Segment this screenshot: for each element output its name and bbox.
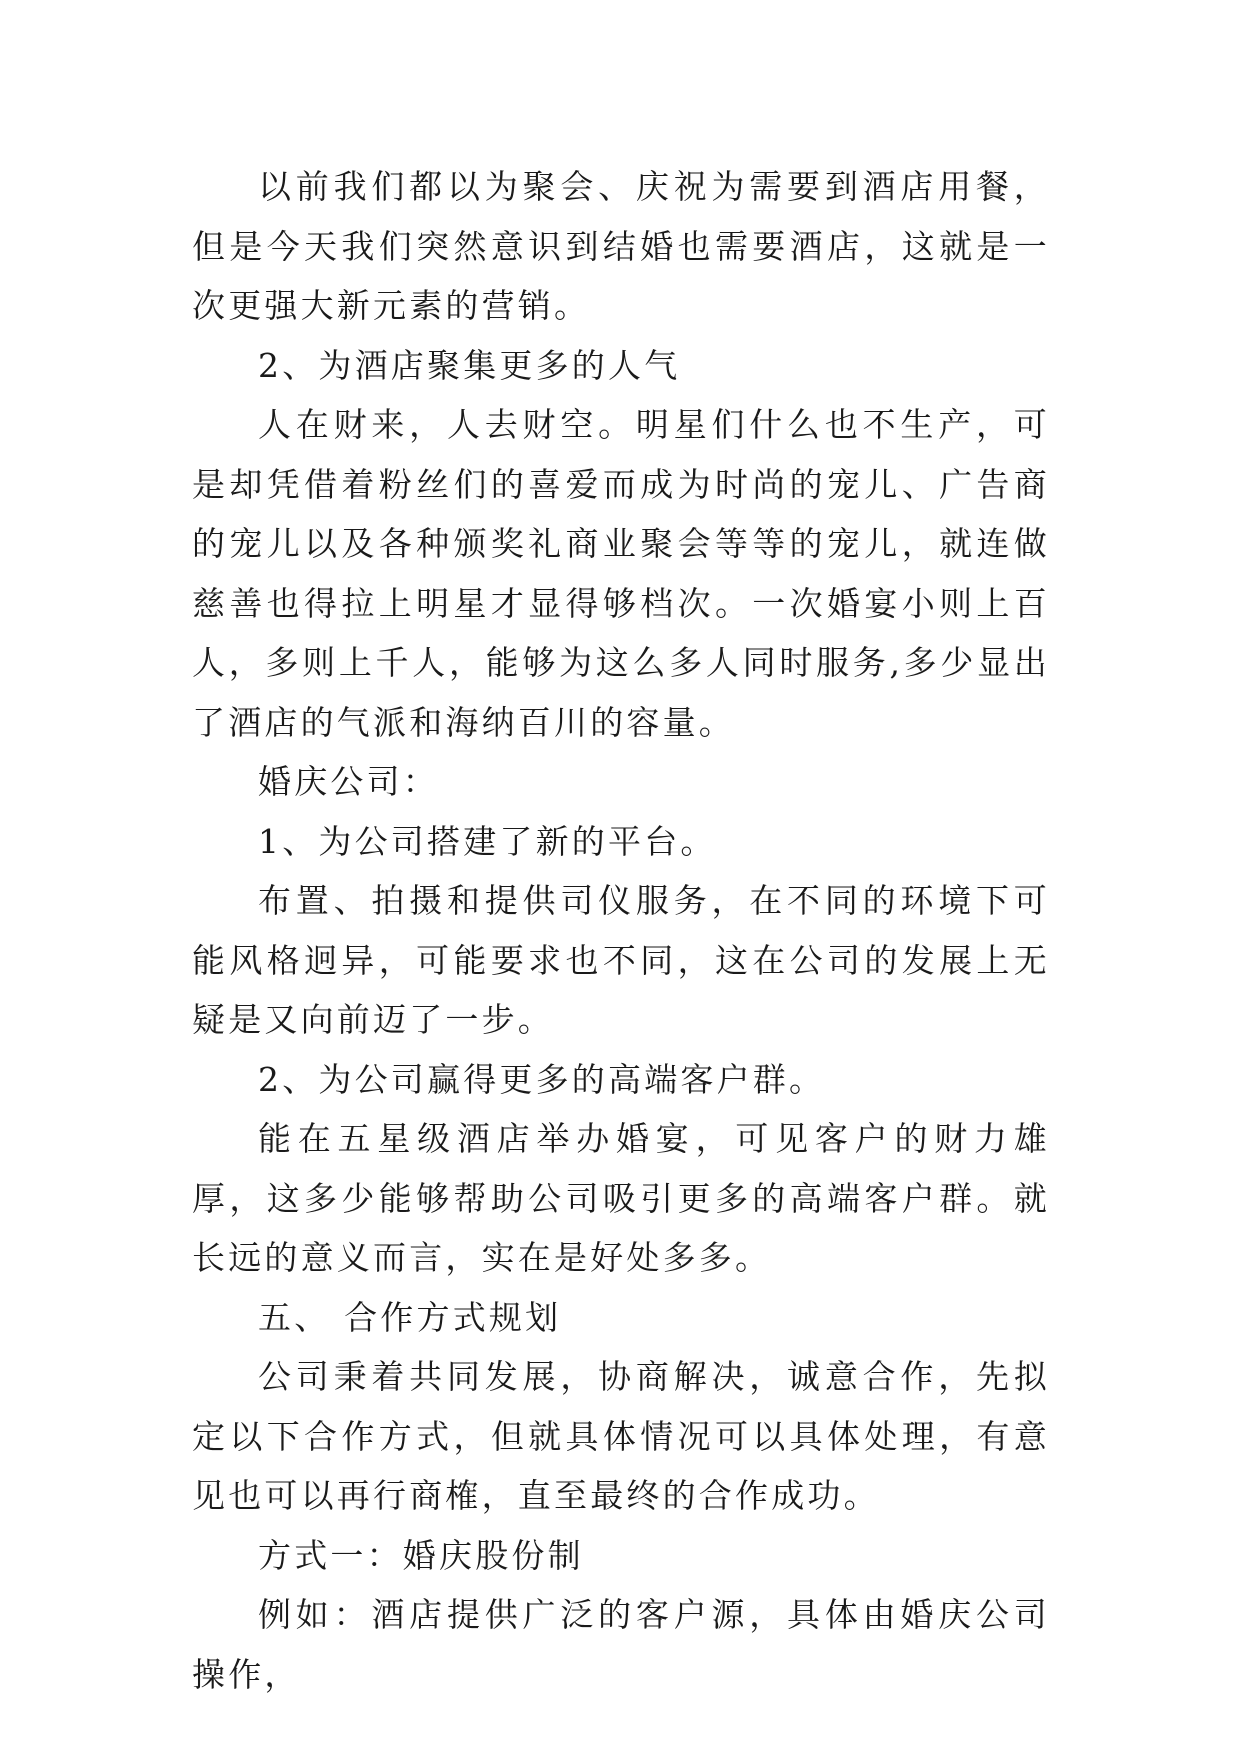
heading-wedding-company: 婚庆公司： [258, 762, 439, 801]
paragraph-popularity: 人在财来，人去财空。明星们什么也不生产，可是却凭借着粉丝们的喜爱而成为时尚的宠儿、广告商的宠儿以及各种颁奖礼商业聚会等等的宠儿，就连做慈善也得拉上明星才显得够档次。一次婚宴小则上百人，多则上千人，能够为这么多人同时服务,多少显出了酒店的气派和海纳百川的容量。 [192, 405, 1050, 742]
paragraph-high-end-clients: 能在五星级酒店举办婚宴，可见客户的财力雄厚，这多少能够帮助公司吸引更多的高端客户群。就长远的意义而言，实在是好处多多。 [192, 1119, 1050, 1277]
heading-new-platform: 1、为公司搭建了新的平台。 [258, 821, 717, 861]
heading-high-end-clients: 2、为公司赢得更多的高端客户群。 [258, 1059, 826, 1099]
paragraph-method-one-example: 例如：酒店提供广泛的客户源，具体由婚庆公司操作， [192, 1595, 1050, 1694]
paragraph-cooperation-plan: 公司秉着共同发展，协商解决，诚意合作，先拟定以下合作方式，但就具体情况可以具体处理，有意见也可以再行商榷，直至最终的合作成功。 [192, 1357, 1050, 1515]
paragraph-hotel-marketing: 以前我们都以为聚会、庆祝为需要到酒店用餐，但是今天我们突然意识到结婚也需要酒店，这就是一次更强大新元素的营销。 [192, 167, 1050, 325]
section-heading-cooperation-plan: 五、 合作方式规划 [258, 1297, 562, 1337]
heading-gather-popularity: 2、为酒店聚集更多的人气 [258, 345, 681, 385]
heading-method-one: 方式一：婚庆股份制 [258, 1535, 584, 1575]
paragraph-new-platform: 布置、拍摄和提供司仪服务，在不同的环境下可能风格迥异，可能要求也不同，这在公司的发展上无疑是又向前迈了一步。 [192, 881, 1050, 1039]
document-body [192, 157, 1050, 1704]
